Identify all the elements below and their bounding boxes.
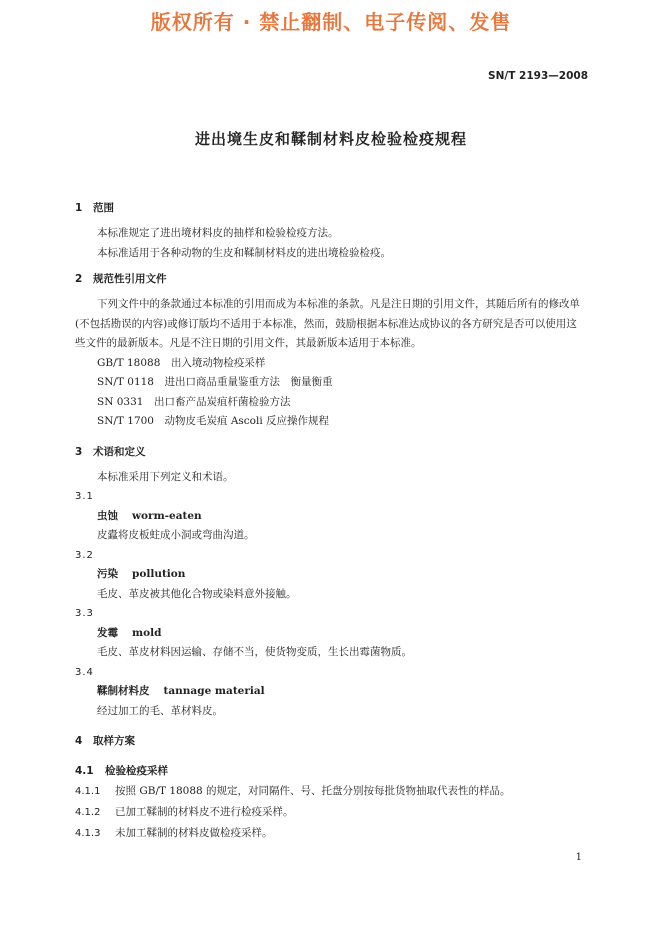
- reference-item: SN 0331 出口畜产品炭疽杆菌检验方法: [97, 395, 291, 408]
- reference-item: GB/T 18088 出入境动物检疫采样: [97, 356, 266, 369]
- paragraph: 本标准采用下列定义和术语。: [97, 470, 234, 483]
- paragraph: 下列文件中的条款通过本标准的引用而成为本标准的条款。凡是注日期的引用文件，其随后所有的修改单(不包括勘误的内容)或修订版均不适用于本标准，然而，鼓励根据本标准达成协议的各方研究是否可以使用这些文件的最新版本。凡是不注日期的引用文件，其最新版本适用于本标准。: [75, 298, 580, 349]
- term-definition: 毛皮、革皮材料因运输、存储不当，使货物变质，生长出霉菌物质。: [97, 646, 412, 658]
- document-body: [75, 198, 587, 844]
- section-heading: 2 规范性引用文件: [75, 273, 167, 285]
- reference-item: SN/T 0118 进出口商品重量鉴重方法 衡量衡重: [97, 376, 333, 388]
- term-entry: 虫蚀 worm-eaten: [97, 509, 202, 522]
- paragraph: 本标准规定了进出境材料皮的抽样和检验检疫方法。: [97, 227, 339, 239]
- clause-item: 4.1.1 按照 GB/T 18088 的规定，对同隔件、号、托盘分别按每批货物抽取代表性的样品。: [75, 785, 511, 797]
- term-definition: 皮蠹将皮板蛀成小洞或弯曲沟道。: [97, 529, 255, 541]
- document-title: 进出境生皮和鞣制材料皮检验检疫规程: [194, 130, 467, 148]
- standard-code: SN/T 2193—2008: [488, 70, 588, 82]
- term-definition: 毛皮、革皮被其他化合物或染料意外接触。: [97, 587, 297, 600]
- section-heading: 3 术语和定义: [75, 445, 146, 458]
- page-number: 1: [575, 852, 582, 863]
- term-number: 3.4: [75, 666, 94, 678]
- watermark-banner: 版权所有 · 禁止翻制、电子传阅、发售: [150, 10, 512, 34]
- term-number: 3.1: [75, 491, 94, 502]
- paragraph: 本标准适用于各种动物的生皮和鞣制材料皮的进出境检验检疫。: [97, 246, 391, 259]
- term-definition: 经过加工的毛、革材料皮。: [97, 704, 223, 717]
- term-number: 3.3: [75, 608, 94, 619]
- term-entry: 污染 pollution: [97, 568, 186, 580]
- subsection-heading: 4.1 检验检疫采样: [75, 765, 168, 777]
- clause-item: 4.1.3 未加工鞣制的材料皮做检疫采样。: [75, 827, 273, 839]
- section-heading: 1 范围: [75, 202, 114, 214]
- term-entry: 鞣制材料皮 tannage material: [97, 685, 265, 697]
- section-heading: 4 取样方案: [75, 735, 135, 747]
- clause-item: 4.1.2 已加工鞣制的材料皮不进行检疫采样。: [75, 806, 294, 818]
- reference-item: SN/T 1700 动物皮毛炭疽 Ascoli 反应操作规程: [97, 415, 330, 427]
- term-entry: 发霉 mold: [97, 626, 162, 639]
- term-number: 3.2: [75, 549, 94, 561]
